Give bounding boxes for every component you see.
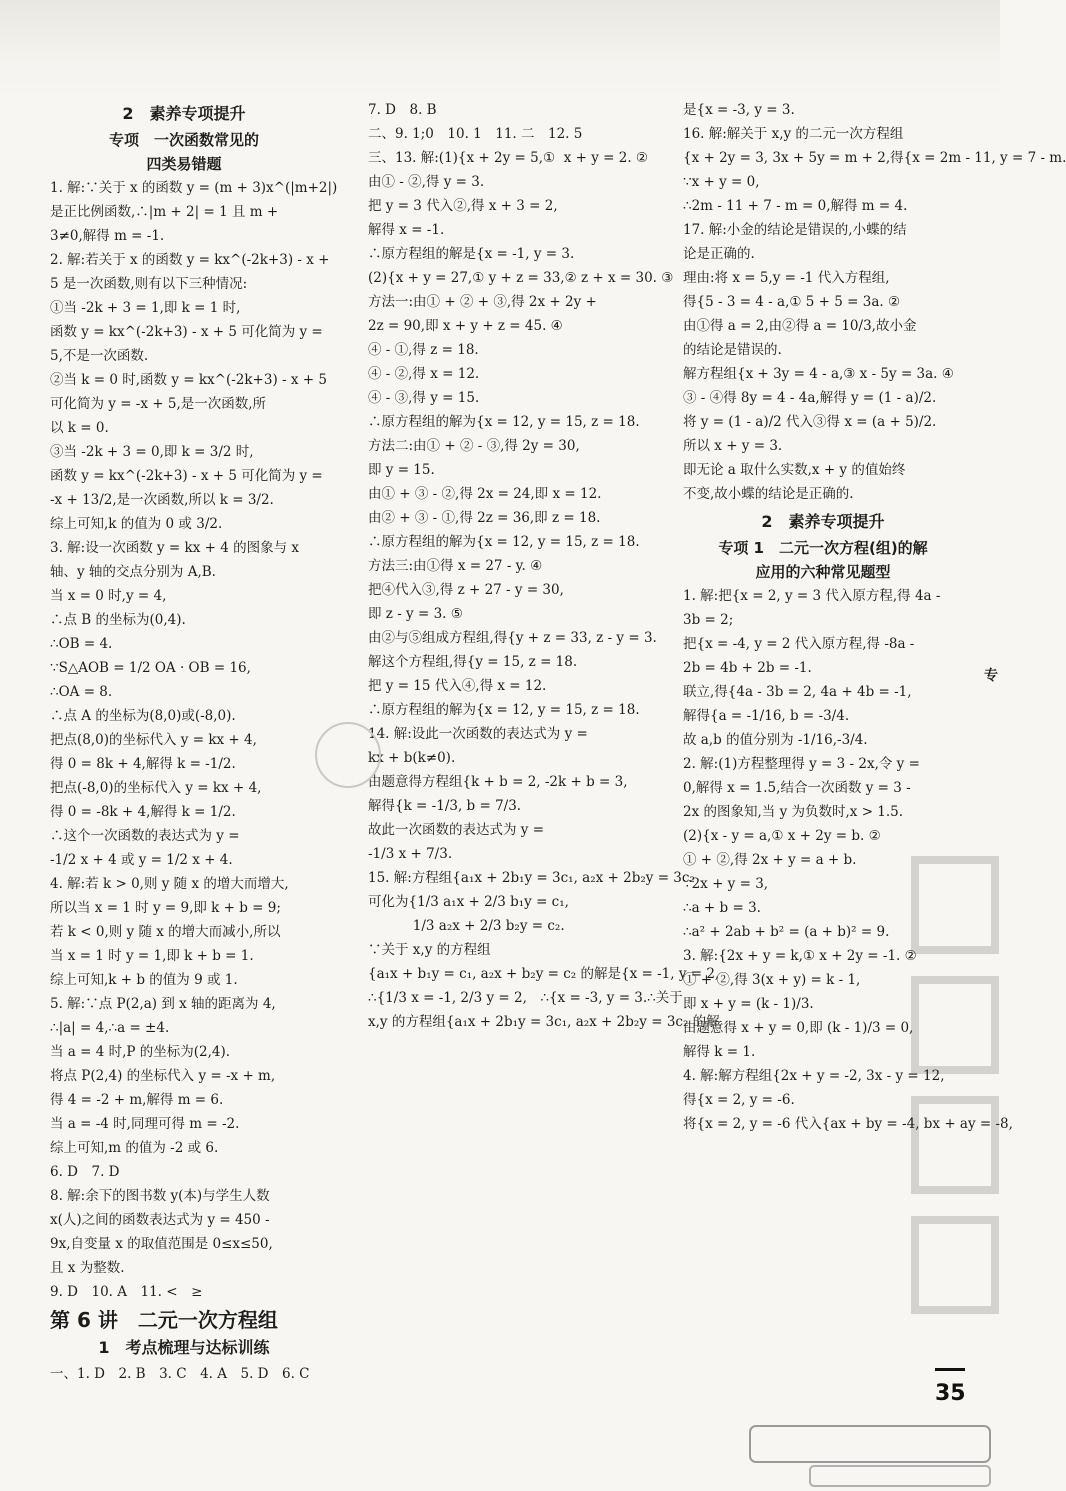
- answer-line: 15. 解:方程组{a₁x + 2b₁y = 3c₁, a₂x + 2b₂y = 3c₂: [368, 870, 695, 886]
- answer-line: ∴原方程组的解为{x = 12, y = 15, z = 18.: [368, 702, 640, 718]
- lesson-heading: 第 6 讲 二元一次方程组: [50, 1308, 278, 1332]
- answer-line: 三、13. 解:(1){x + 2y = 5,① x + y = 2. ②: [368, 150, 649, 166]
- answer-line: 得 0 = 8k + 4,解得 k = -1/2.: [50, 756, 236, 772]
- answer-line: 将 y = (1 - a)/2 代入③得 x = (a + 5)/2.: [683, 414, 937, 430]
- answer-line: ∴a + b = 3.: [683, 900, 761, 916]
- answer-line: ① + ②,得 3(x + y) = k - 1,: [683, 972, 861, 988]
- answer-line: 方法三:由①得 x = 27 - y. ④: [368, 558, 543, 574]
- answer-line: 联立,得{4a - 3b = 2, 4a + 4b = -1,: [683, 684, 912, 700]
- answer-line: ∴OA = 8.: [50, 684, 113, 700]
- answer-line: ① + ②,得 2x + y = a + b.: [683, 852, 857, 868]
- answer-line: 解这个方程组,得{y = 15, z = 18.: [368, 654, 578, 670]
- answer-line: 将{x = 2, y = -6 代入{ax + by = -4, bx + ay = -8,: [683, 1116, 1013, 1132]
- answer-line: 故此一次函数的表达式为 y =: [368, 822, 545, 838]
- answer-line: 所以当 x = 1 时 y = 9,即 k + b = 9;: [50, 900, 281, 916]
- answer-line: -1/3 x + 7/3.: [368, 846, 453, 862]
- answer-line: 由题意得 x + y = 0,即 (k - 1)/3 = 0,: [683, 1020, 914, 1036]
- answer-line: ①当 -2k + 3 = 1,即 k = 1 时,: [50, 300, 241, 316]
- answer-line: 把 y = 15 代入④,得 x = 12.: [368, 678, 547, 694]
- topic-heading: 四类易错题: [146, 155, 222, 173]
- answer-line: 综上可知,k + b 的值为 9 或 1.: [50, 972, 238, 988]
- section-heading: 2 素养专项提升: [761, 512, 885, 531]
- answer-line: 0,解得 x = 1.5,结合一次函数 y = 3 -: [683, 780, 911, 796]
- answer-line: 解得{k = -1/3, b = 7/3.: [368, 798, 522, 814]
- answer-line: 当 a = -4 时,同理可得 m = -2.: [50, 1116, 240, 1132]
- topic-heading: 专项 1 二元一次方程(组)的解: [718, 539, 928, 557]
- answer-line: 由②与⑤组成方程组,得{y + z = 33, z - y = 3.: [368, 630, 657, 646]
- answer-line: ∴点 A 的坐标为(8,0)或(-8,0).: [50, 708, 236, 724]
- answer-line: 不变,故小蝶的结论是正确的.: [683, 486, 854, 502]
- answer-line: ∵S△AOB = 1/2 OA · OB = 16,: [50, 660, 251, 676]
- answer-line: 方法一:由① + ② + ③,得 2x + 2y +: [368, 294, 597, 310]
- answer-line: 当 x = 1 时 y = 1,即 k + b = 1.: [50, 948, 254, 964]
- answer-line: ∴{1/3 x = -1, 2/3 y = 2, ∴{x = -3, y = 3.∴关于: [368, 990, 683, 1006]
- answer-line: 由题意得方程组{k + b = 2, -2k + b = 3,: [368, 774, 628, 790]
- side-edge-label: 专: [984, 668, 998, 684]
- answer-line: 9x,自变量 x 的取值范围是 0≤x≤50,: [50, 1236, 273, 1252]
- answer-line: 17. 解:小金的结论是错误的,小蝶的结: [683, 222, 907, 238]
- answer-line: 2b = 4b + 2b = -1.: [683, 660, 812, 676]
- answer-line: ∵x + y = 0,: [683, 174, 760, 190]
- answer-line: 解方程组{x + 3y = 4 - a,③ x - 5y = 3a. ④: [683, 366, 954, 382]
- answer-line: 得{x = 2, y = -6.: [683, 1092, 795, 1108]
- answer-line: 即 y = 15.: [368, 462, 435, 478]
- answer-line: 理由:将 x = 5,y = -1 代入方程组,: [683, 270, 890, 286]
- answer-column-left: [50, 98, 338, 1386]
- answer-line: ∵2x + y = 3,: [683, 876, 769, 892]
- answer-line: 故 a,b 的值分别为 -1/16,-3/4.: [683, 732, 868, 748]
- answer-line: 一、1. D 2. B 3. C 4. A 5. D 6. C: [50, 1366, 310, 1382]
- answer-line: 由② + ③ - ①,得 2z = 36,即 z = 18.: [368, 510, 601, 526]
- answer-line: 1. 解:∵关于 x 的函数 y = (m + 3)x^(|m+2|): [50, 180, 338, 196]
- answer-line: 综上可知,m 的值为 -2 或 6.: [50, 1140, 219, 1156]
- topic-heading: 专项 一次函数常见的: [108, 131, 259, 149]
- answer-line: 1. 解:把{x = 2, y = 3 代入原方程,得 4a -: [683, 588, 941, 604]
- answer-line: 即无论 a 取什么实数,x + y 的值始终: [683, 462, 906, 478]
- answer-line: 5. 解:∵点 P(2,a) 到 x 轴的距离为 4,: [50, 996, 276, 1012]
- answer-line: ∴原方程组的解是{x = -1, y = 3.: [368, 246, 575, 262]
- answer-line: 且 x 为整数.: [50, 1260, 125, 1276]
- answer-line: 5 是一次函数,则有以下三种情况:: [50, 276, 248, 292]
- answer-line: x,y 的方程组{a₁x + 2b₁y = 3c₁, a₂x + 2b₂y = 3c₂ 的解: [368, 1014, 720, 1030]
- answer-line: 函数 y = kx^(-2k+3) - x + 5 可化简为 y =: [50, 468, 323, 484]
- section-heading: 1 考点梳理与达标训练: [98, 1338, 270, 1357]
- answer-line: ∴OB = 4.: [50, 636, 113, 652]
- answer-line: 以 k = 0.: [50, 420, 109, 436]
- answer-line: 1/3 a₂x + 2/3 b₂y = c₂.: [368, 918, 565, 934]
- answer-line: 将点 P(2,4) 的坐标代入 y = -x + m,: [50, 1068, 276, 1084]
- section-heading: 2 素养专项提升: [122, 104, 246, 123]
- answer-line: {a₁x + b₁y = c₁, a₂x + b₂y = c₂ 的解是{x = -1, y = 2,: [368, 966, 720, 982]
- answer-line: 由① + ③ - ②,得 2x = 24,即 x = 12.: [368, 486, 602, 502]
- answer-line: ∴2m - 11 + 7 - m = 0,解得 m = 4.: [683, 198, 908, 214]
- answer-line: 若 k < 0,则 y 随 x 的增大而减小,所以: [50, 924, 281, 940]
- answer-line: 是正比例函数,∴|m + 2| = 1 且 m +: [50, 204, 279, 220]
- answer-line: ∴点 B 的坐标为(0,4).: [50, 612, 186, 628]
- answer-line: 所以 x + y = 3.: [683, 438, 783, 454]
- answer-line: 得{5 - 3 = 4 - a,① 5 + 5 = 3a. ②: [683, 294, 901, 310]
- answer-line: 即 x + y = (k - 1)/3.: [683, 996, 814, 1012]
- answer-line: ③当 -2k + 3 = 0,即 k = 3/2 时,: [50, 444, 254, 460]
- answer-line: ④ - ①,得 z = 18.: [368, 342, 479, 358]
- answer-line: 函数 y = kx^(-2k+3) - x + 5 可化简为 y =: [50, 324, 323, 340]
- answer-line: 4. 解:解方程组{2x + y = -2, 3x - y = 12,: [683, 1068, 945, 1084]
- answer-line: 轴、y 轴的交点分别为 A,B.: [50, 564, 216, 580]
- answer-line: 即 z - y = 3. ⑤: [368, 606, 463, 622]
- topic-heading: 应用的六种常见题型: [755, 563, 891, 581]
- answer-line: {x + 2y = 3, 3x + 5y = m + 2,得{x = 2m - 11, y = 7 - m.: [683, 150, 1066, 166]
- answer-line: 把④代入③,得 z + 27 - y = 30,: [368, 582, 564, 598]
- answer-line: kx + b(k≠0).: [368, 750, 456, 766]
- answer-line: 可化简为 y = -x + 5,是一次函数,所: [50, 396, 267, 412]
- answer-line: 把{x = -4, y = 2 代入原方程,得 -8a -: [683, 636, 915, 652]
- answer-line: ∴原方程组的解为{x = 12, y = 15, z = 18.: [368, 414, 640, 430]
- answer-line: ∴这个一次函数的表达式为 y =: [50, 828, 240, 844]
- answer-line: 当 x = 0 时,y = 4,: [50, 588, 167, 604]
- answer-line: 是{x = -3, y = 3.: [683, 102, 795, 118]
- answer-line: 8. 解:余下的图书数 y(本)与学生人数: [50, 1188, 270, 1204]
- answer-line: x(人)之间的函数表达式为 y = 450 -: [50, 1212, 270, 1228]
- answer-line: ∴|a| = 4,∴a = ±4.: [50, 1020, 170, 1036]
- answer-line: 2. 解:(1)方程整理得 y = 3 - 2x,令 y =: [683, 756, 920, 772]
- answer-line: ④ - ②,得 x = 12.: [368, 366, 480, 382]
- answer-line: 方法二:由① + ② - ③,得 2y = 30,: [368, 438, 580, 454]
- answer-line: 6. D 7. D: [50, 1164, 120, 1180]
- answer-line: ④ - ③,得 y = 15.: [368, 390, 480, 406]
- answer-line: 2. 解:若关于 x 的函数 y = kx^(-2k+3) - x +: [50, 252, 330, 268]
- calligraphy-watermark: [905, 850, 1000, 1320]
- homework-stamp-logo: [315, 722, 381, 788]
- answer-line: 综上可知,k 的值为 0 或 3/2.: [50, 516, 223, 532]
- answer-line: ∴a² + 2ab + b² = (a + b)² = 9.: [683, 924, 890, 940]
- answer-line: 解得 k = 1.: [683, 1044, 756, 1060]
- answer-line: 2x 的图象知,当 y 为负数时,x > 1.5.: [683, 804, 904, 820]
- answer-line: 9. D 10. A 11. < ≥: [50, 1284, 203, 1300]
- scan-header-band: [0, 0, 1000, 100]
- answer-line: 解得 x = -1.: [368, 222, 445, 238]
- answer-line: 7. D 8. B: [368, 102, 437, 118]
- answer-line: 14. 解:设此一次函数的表达式为 y =: [368, 726, 588, 742]
- site-watermark-logo: [690, 1418, 1000, 1491]
- answer-line: ∴原方程组的解为{x = 12, y = 15, z = 18.: [368, 534, 640, 550]
- answer-line: 3b = 2;: [683, 612, 734, 628]
- answer-line: -x + 13/2,是一次函数,所以 k = 3/2.: [50, 492, 274, 508]
- answer-line: 可化为{1/3 a₁x + 2/3 b₁y = c₁,: [368, 894, 569, 910]
- answer-line: 5,不是一次函数.: [50, 348, 149, 364]
- answer-line: 3. 解:设一次函数 y = kx + 4 的图象与 x: [50, 540, 300, 556]
- answer-line: 解得{a = -1/16, b = -3/4.: [683, 708, 850, 724]
- answer-line: (2){x + y = 27,① y + z = 33,② z + x = 30. ③: [368, 270, 674, 286]
- answer-line: 当 a = 4 时,P 的坐标为(2,4).: [50, 1044, 231, 1060]
- answer-line: 把点(8,0)的坐标代入 y = kx + 4,: [50, 732, 257, 748]
- answer-line: 4. 解:若 k > 0,则 y 随 x 的增大而增大,: [50, 876, 289, 892]
- answer-line: 论是正确的.: [683, 246, 755, 262]
- answer-line: ②当 k = 0 时,函数 y = kx^(-2k+3) - x + 5: [50, 372, 327, 388]
- answer-line: 的结论是错误的.: [683, 342, 782, 358]
- answer-line: 16. 解:解关于 x,y 的二元一次方程组: [683, 126, 904, 142]
- answer-line: ③ - ④得 8y = 4 - 4a,解得 y = (1 - a)/2.: [683, 390, 937, 406]
- answer-line: 由① - ②,得 y = 3.: [368, 174, 485, 190]
- page-number: 35: [935, 1356, 1000, 1406]
- answer-line: (2){x - y = a,① x + 2y = b. ②: [683, 828, 881, 844]
- answer-line: 得 0 = -8k + 4,解得 k = 1/2.: [50, 804, 236, 820]
- answer-line: 二、9. 1;0 10. 1 11. 二 12. 5: [368, 126, 583, 142]
- answer-line: 由①得 a = 2,由②得 a = 10/3,故小金: [683, 318, 917, 334]
- answer-line: -1/2 x + 4 或 y = 1/2 x + 4.: [50, 852, 233, 868]
- answer-line: ∵关于 x,y 的方程组: [368, 942, 491, 958]
- answer-line: 把点(-8,0)的坐标代入 y = kx + 4,: [50, 780, 262, 796]
- answer-line: 3≠0,解得 m = -1.: [50, 228, 165, 244]
- answer-line: 2z = 90,即 x + y + z = 45. ④: [368, 318, 563, 334]
- answer-line: 得 4 = -2 + m,解得 m = 6.: [50, 1092, 224, 1108]
- answer-line: 把 y = 3 代入②,得 x + 3 = 2,: [368, 198, 558, 214]
- answer-line: 3. 解:{2x + y = k,① x + 2y = -1. ②: [683, 948, 917, 964]
